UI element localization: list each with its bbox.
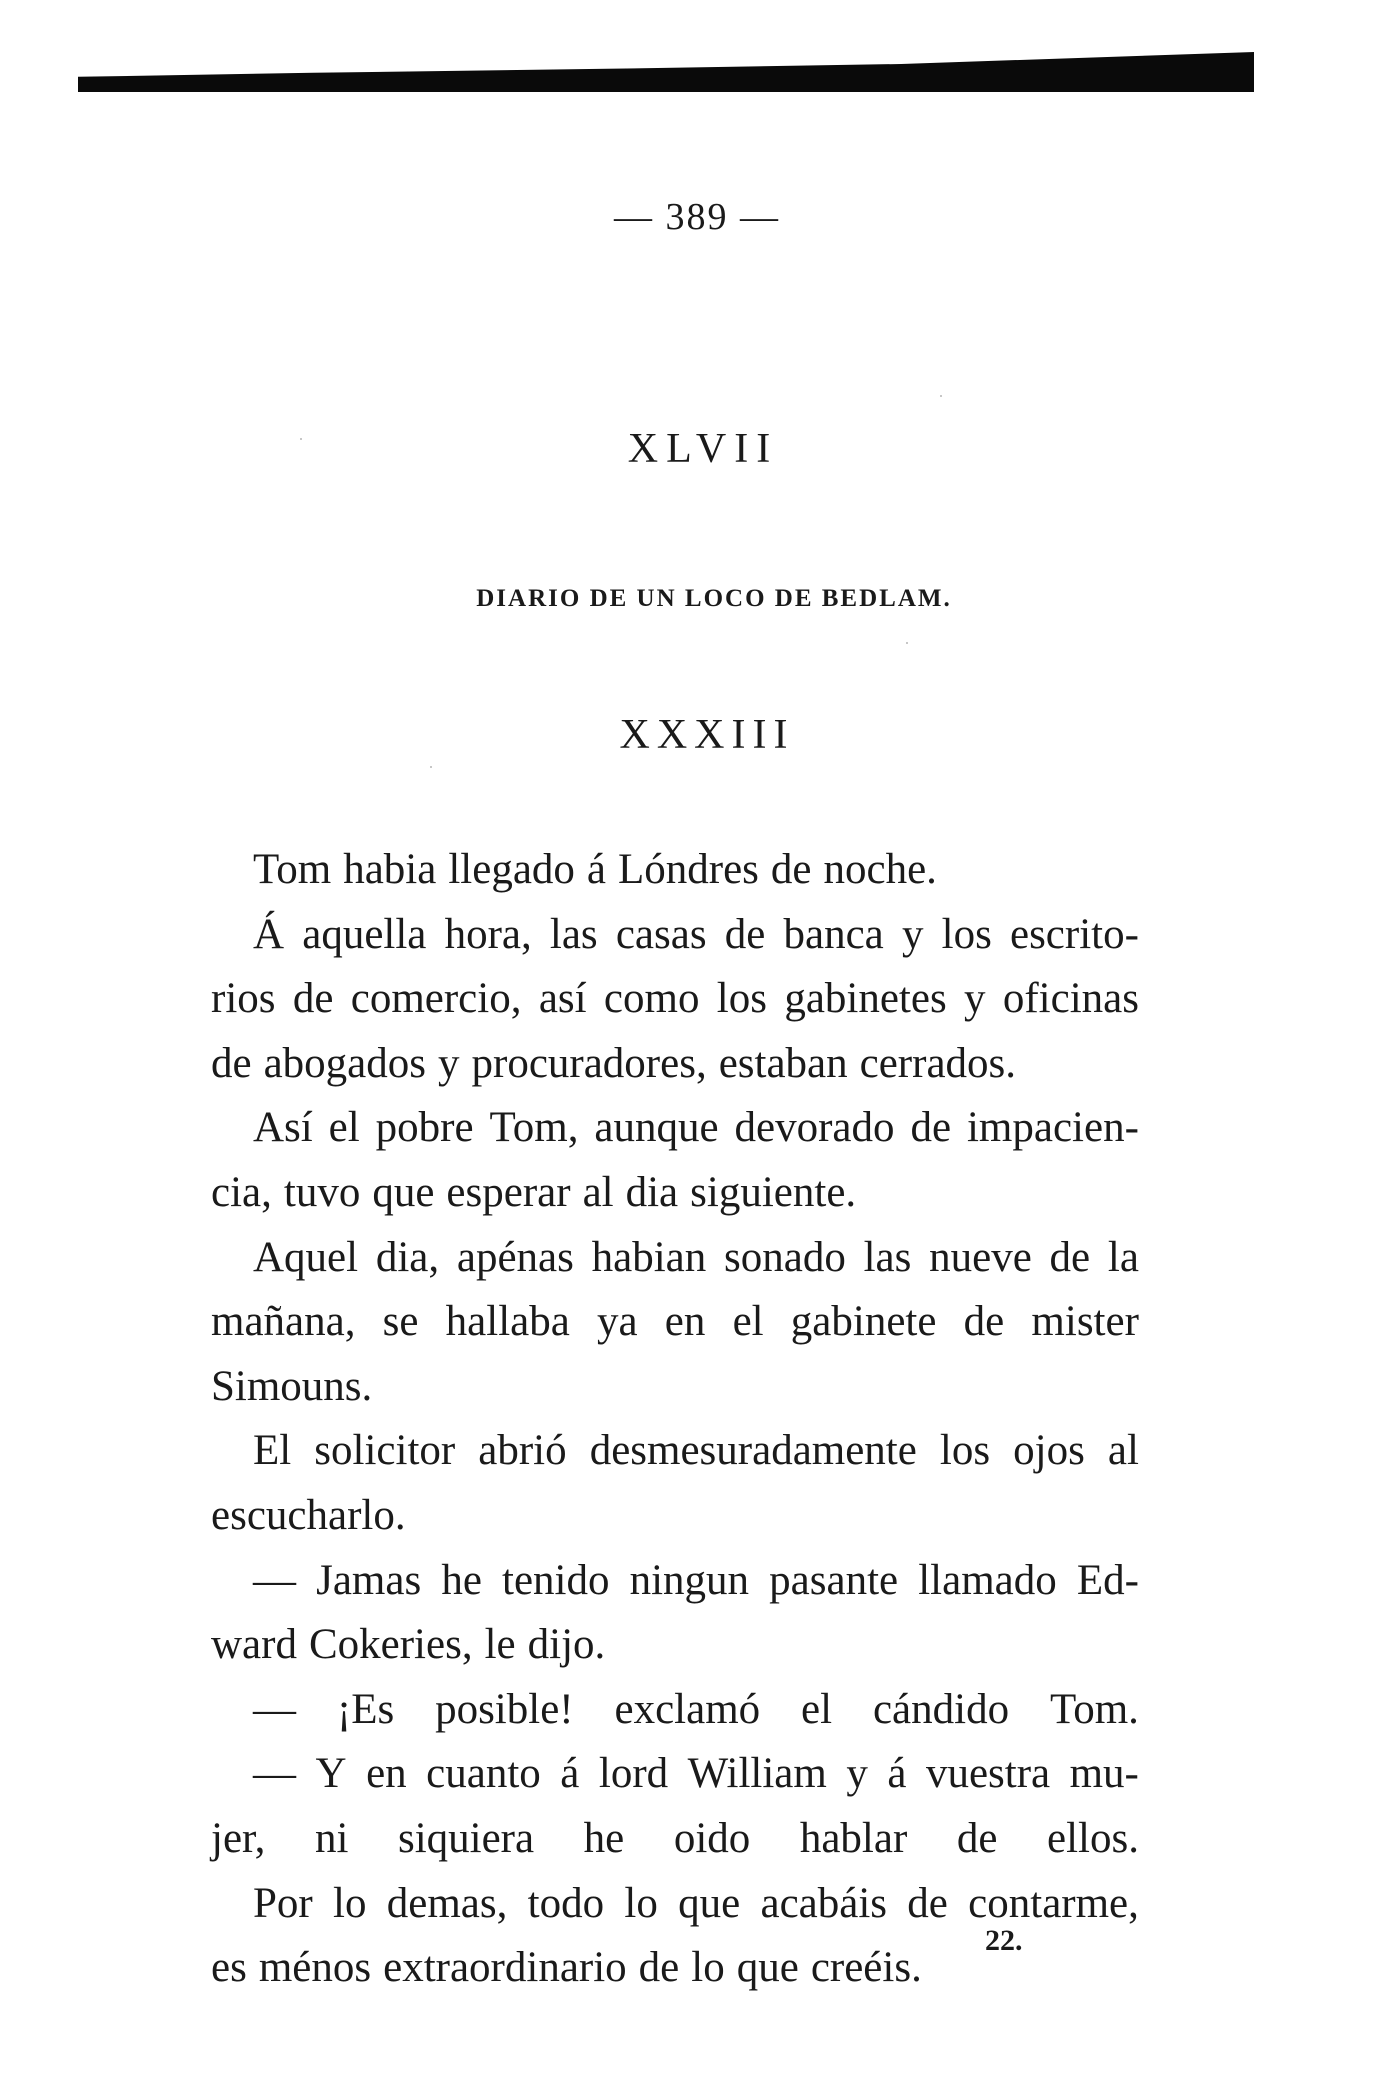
text-word: ward <box>211 1621 297 1669</box>
text-word: al <box>1107 1427 1139 1475</box>
text-word: en <box>366 1750 407 1798</box>
text-word: cándido <box>872 1685 1010 1733</box>
text-word: oficinas <box>1002 975 1139 1023</box>
text-word: y <box>846 1750 868 1798</box>
text-word: estaban <box>718 1039 848 1087</box>
text-word: ni <box>314 1814 349 1862</box>
text-line <box>211 1226 1139 1291</box>
text-word: Y <box>315 1750 347 1798</box>
text-word: que <box>372 1168 435 1216</box>
text-word: ya <box>597 1298 638 1346</box>
top-scan-bar <box>78 52 1254 92</box>
text-line <box>211 1613 1139 1678</box>
text-word: noche. <box>823 846 937 893</box>
text-word: los <box>716 975 767 1023</box>
text-word: abrió <box>478 1427 567 1475</box>
text-word: nueve <box>929 1233 1032 1281</box>
text-word: sonado <box>724 1233 846 1281</box>
text-line <box>211 1549 1139 1614</box>
text-word: ¡Es <box>336 1685 395 1733</box>
text-word: procuradores, <box>471 1039 707 1087</box>
text-line <box>211 1161 1139 1226</box>
text-line <box>211 903 1139 968</box>
text-word: lo <box>333 1879 367 1927</box>
text-word: la <box>1107 1233 1139 1281</box>
text-word: ellos. <box>1046 1814 1139 1862</box>
text-word: los <box>941 910 992 958</box>
text-word: he <box>441 1556 482 1604</box>
text-word: tenido <box>502 1556 610 1604</box>
text-word: de <box>638 1944 680 1992</box>
text-word: Tom. <box>1049 1685 1139 1733</box>
text-word: de <box>1049 1233 1091 1281</box>
text-word: siquiera <box>397 1814 535 1862</box>
text-line <box>211 967 1139 1032</box>
text-word: escrito- <box>1009 910 1139 958</box>
text-word: hallaba <box>445 1298 570 1346</box>
text-word: extraordinario <box>383 1944 627 1992</box>
text-word: apénas <box>456 1233 574 1281</box>
text-word: llegado <box>448 846 575 893</box>
text-word: mister <box>1031 1298 1139 1346</box>
text-line <box>211 1355 1139 1420</box>
text-word: y <box>964 975 986 1023</box>
text-word: gabinetes <box>784 975 947 1023</box>
text-word: dia <box>625 1168 679 1216</box>
text-word: de <box>907 1879 948 1927</box>
text-word: contarme, <box>968 1879 1139 1927</box>
text-word: posible! <box>435 1685 574 1733</box>
text-word: llamado <box>918 1556 1057 1604</box>
text-word: lord <box>598 1750 669 1798</box>
text-word: de <box>724 910 766 958</box>
text-word: de <box>211 1039 252 1087</box>
chapter-heading: XLVII <box>627 426 779 472</box>
text-word: á <box>560 1750 580 1798</box>
text-word: Aquel <box>253 1233 359 1281</box>
text-word: — <box>253 1556 296 1604</box>
text-word: las <box>549 910 598 958</box>
text-word: de <box>910 1104 952 1152</box>
text-word: vuestra <box>925 1750 1051 1798</box>
text-word: que <box>678 1879 741 1927</box>
text-word: Así <box>253 1104 313 1152</box>
text-word: esperar <box>446 1168 571 1216</box>
text-word: el <box>328 1104 360 1152</box>
text-word: aunque <box>594 1104 719 1152</box>
text-word: mañana, <box>211 1298 356 1346</box>
text-word: banca <box>783 910 884 958</box>
text-word: á <box>887 1750 907 1798</box>
signature-mark: 22. <box>985 1924 1023 1957</box>
text-word: y <box>438 1039 460 1087</box>
text-word: de <box>292 975 334 1023</box>
text-word: el <box>801 1685 833 1733</box>
text-word: demas, <box>386 1879 508 1927</box>
text-word: solicitor <box>314 1427 456 1475</box>
text-line <box>211 1096 1139 1161</box>
text-word: así <box>538 975 587 1023</box>
text-word: Jamas <box>316 1556 422 1604</box>
text-word: escucharlo. <box>211 1491 406 1539</box>
text-word: devorado <box>734 1104 895 1152</box>
text-word: hora, <box>444 910 532 958</box>
text-word: desmesuradamente <box>589 1427 917 1475</box>
text-word: abogados <box>263 1039 426 1087</box>
text-line <box>211 838 1139 903</box>
section-title: DIARIO DE UN LOCO DE BEDLAM. <box>476 585 952 612</box>
text-word: Tom, <box>489 1104 579 1152</box>
text-line <box>211 1678 1139 1743</box>
text-line <box>211 1742 1139 1807</box>
text-word: Ed- <box>1076 1556 1139 1604</box>
text-word: á <box>586 846 607 893</box>
text-line <box>211 1032 1139 1097</box>
text-word: ojos <box>1013 1427 1085 1475</box>
text-word: gabinete <box>790 1298 937 1346</box>
text-line <box>211 1484 1139 1549</box>
text-word: impacien- <box>966 1104 1139 1152</box>
text-word: Lóndres <box>618 846 759 893</box>
text-word: es <box>211 1944 247 1992</box>
text-word: cuanto <box>426 1750 541 1798</box>
text-word: Por <box>253 1879 313 1927</box>
text-word: tuvo <box>283 1168 361 1216</box>
text-word: habia <box>343 846 437 893</box>
text-word: Cokeries, <box>308 1621 473 1669</box>
text-word: habian <box>591 1233 707 1281</box>
text-word: de <box>956 1814 998 1862</box>
text-word: mu- <box>1069 1750 1139 1798</box>
text-word: dia, <box>375 1233 440 1281</box>
text-word: he <box>583 1814 625 1862</box>
text-word: ningun <box>629 1556 750 1604</box>
text-word: al <box>582 1168 614 1216</box>
text-line <box>211 1419 1139 1484</box>
text-word: le <box>484 1621 516 1669</box>
text-word: cerrados. <box>859 1039 1017 1087</box>
text-word: aquella <box>302 910 427 958</box>
text-line <box>211 1807 1139 1872</box>
text-word: las <box>863 1233 912 1281</box>
text-word: en <box>664 1298 706 1346</box>
subchapter-heading: XXXIII <box>619 712 795 758</box>
text-word: pasante <box>769 1556 899 1604</box>
text-word: pobre <box>375 1104 474 1152</box>
text-word: lo <box>691 1944 725 1992</box>
text-word: — <box>253 1685 296 1733</box>
text-word: — <box>253 1750 296 1798</box>
body-text <box>211 838 1139 2001</box>
page-number: — 389 — <box>614 196 780 238</box>
text-word: rios <box>211 975 276 1023</box>
text-word: todo <box>527 1879 605 1927</box>
text-line <box>211 1290 1139 1355</box>
text-word: acabáis <box>760 1879 888 1927</box>
text-word: El <box>253 1427 292 1475</box>
paper-speck <box>940 395 942 397</box>
text-word: los <box>939 1427 991 1475</box>
text-word: dijo. <box>527 1621 606 1669</box>
text-word: William <box>687 1750 827 1798</box>
text-word: de <box>963 1298 1005 1346</box>
text-word: casas <box>615 910 707 958</box>
text-word: como <box>603 975 700 1023</box>
text-word: exclamó <box>614 1685 761 1733</box>
text-word: Tom <box>253 846 332 893</box>
paper-speck <box>300 438 302 440</box>
text-word: siguiente. <box>690 1168 857 1216</box>
text-word: hablar <box>799 1814 908 1862</box>
text-word: comercio, <box>350 975 522 1023</box>
text-word: cia, <box>211 1168 272 1216</box>
text-word: creéis. <box>810 1944 922 1992</box>
text-word: y <box>901 910 924 958</box>
text-word: Á <box>253 910 285 958</box>
text-word: de <box>770 846 812 893</box>
text-word: ménos <box>258 1944 372 1992</box>
text-word: el <box>732 1298 764 1346</box>
text-word: se <box>382 1298 419 1346</box>
paper-speck <box>906 642 908 644</box>
text-word: jer, <box>211 1814 266 1862</box>
paper-speck <box>430 766 432 768</box>
text-word: Simouns. <box>211 1362 373 1410</box>
text-word: que <box>736 1944 799 1992</box>
text-word: oido <box>673 1814 751 1862</box>
text-word: lo <box>624 1879 658 1927</box>
